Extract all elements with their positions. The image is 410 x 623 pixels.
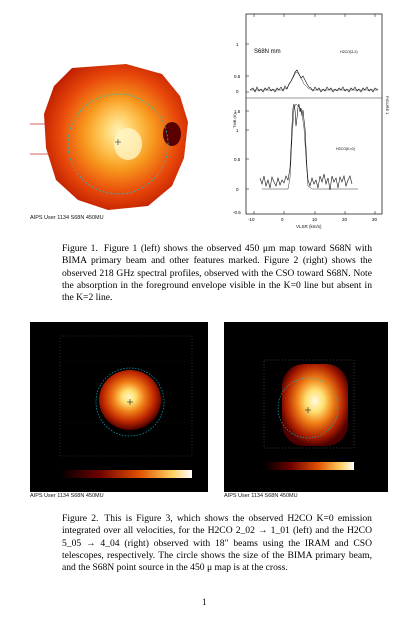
xtick-1: -10 (248, 217, 255, 222)
colour-wedge (60, 470, 192, 478)
figure1-caption (62, 243, 372, 304)
dark-blob (163, 122, 181, 146)
figure2-right-map (224, 322, 388, 492)
ytick-3: 0 (236, 89, 239, 94)
figure1-caption-label: Figure 1. (62, 243, 98, 254)
ytick-2: 0.5 (234, 74, 241, 79)
figure1-map-image (30, 62, 196, 212)
xtick-2: 0 (281, 217, 284, 222)
figure2-caption (62, 513, 372, 574)
figure2-left-map (30, 322, 208, 492)
colour-wedge (264, 462, 354, 470)
ytick-1: 1 (236, 42, 239, 47)
y-axis-title: TMB (K) (232, 113, 237, 128)
ytick-4: 1.5 (234, 109, 241, 114)
lower-line-tag: H2CO(K=0) (336, 147, 355, 151)
figure2-caption-label: Figure 2. (62, 513, 99, 524)
upper-line-tag: H2CO(3-2) (340, 50, 358, 54)
xtick-5: 30 (372, 217, 378, 222)
ytick-7: 0 (236, 187, 239, 192)
xtick-4: 20 (342, 217, 348, 222)
figure2-right-label: AIPS User 1134 S68N 450MU (224, 493, 298, 499)
figure2-left-label: AIPS User 1134 S68N 450MU (30, 493, 104, 499)
upper-spectrum (250, 70, 378, 92)
x-axis-title: VLSR (km/s) (296, 224, 322, 229)
ytick-6: 0.5 (234, 157, 241, 162)
spectra-source-label: S68N mm (254, 49, 281, 55)
spectra-plot (232, 8, 390, 222)
figure2-left-panel (30, 322, 208, 492)
page-number: 1 (202, 597, 207, 607)
figure1-left-label: AIPS User 1134 S68N 450MU (30, 215, 104, 221)
figure1-spectra-panel (232, 8, 390, 229)
figure1-caption-text: Figure 1 (left) shows the observed 450 μm map toward S68N with BIMA primary beam and other features marked. Figure 2 (right) shows the observed 218 GHz spectral profiles, observed with the CSO toward S68N. Note the absorption in the foreground envelope visible in the K=0 line but absent in the K=2 line. (62, 243, 372, 304)
xtick-3: 10 (312, 217, 318, 222)
figure1-map-panel (30, 62, 196, 212)
right-axis-title: FIGURE 1 (385, 96, 390, 115)
figure2-caption-text: This is Figure 3, which shows the observed H2CO K=0 emission integrated over all velocities, for the H2CO 2_02 → 1_01 (left) and the H2CO 5_05 → 4_04 (right) observed with 18″ beams using the IRAM and CSO telescopes, respectively. The circle shows the size of the BIMA primary beam, and the S68N point source in the 450 μ map is at the cross. (62, 513, 372, 574)
figure2-right-panel (224, 322, 388, 492)
ytick-5: 1 (236, 128, 239, 133)
ytick-8: -0.5 (233, 210, 241, 215)
